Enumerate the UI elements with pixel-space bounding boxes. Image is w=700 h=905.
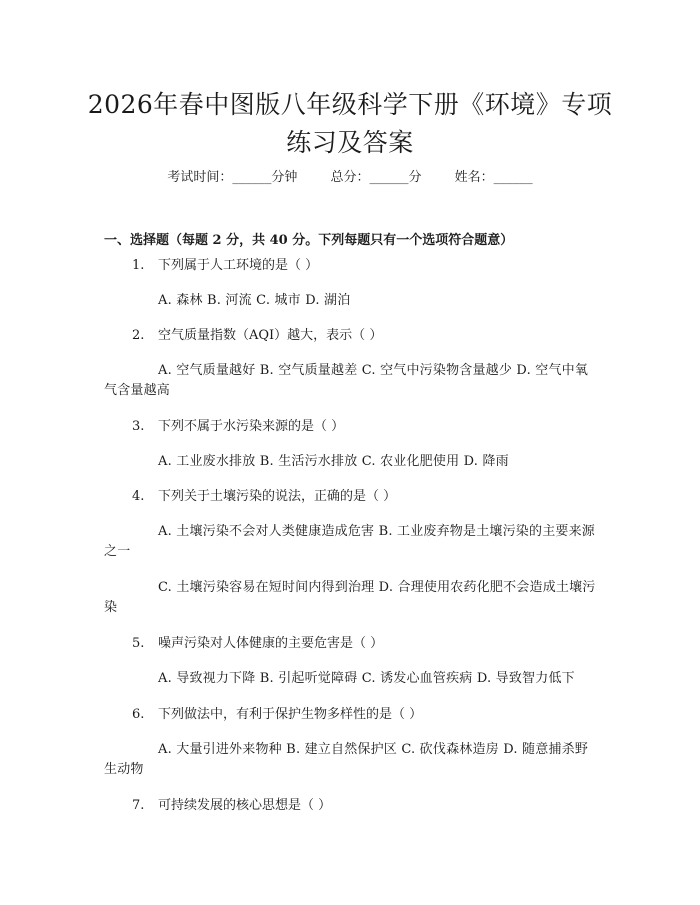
question-text: 可持续发展的核心思想是（ ） (158, 798, 332, 813)
question-list (104, 256, 596, 831)
question-text: 噪声污染对人体健康的主要危害是（ ） (158, 636, 384, 651)
name-field: 姓名：______ (454, 170, 533, 185)
question-options: A. 土壤污染不会对人类健康造成危害 B. 工业废弃物是土壤污染的主要来源之一 (104, 524, 596, 559)
question-stem (104, 417, 596, 437)
question-number: 7. (132, 798, 145, 813)
question-number: 6. (132, 707, 145, 722)
question-stem (104, 326, 596, 346)
question-stem (104, 487, 596, 507)
total-score-field: 总分：______分 (330, 170, 422, 185)
question-options: C. 土壤污染容易在短时间内得到治理 D. 合理使用农药化肥不会造成土壤污染 (104, 580, 596, 615)
question-stem (104, 634, 596, 654)
question-options: A. 森林 B. 河流 C. 城市 D. 湖泊 (158, 293, 351, 308)
question-options: A. 大量引进外来物种 B. 建立自然保护区 C. 砍伐森林造房 D. 随意捕杀野生动物 (104, 742, 589, 777)
question-options: A. 空气质量越好 B. 空气质量越差 C. 空气中污染物含量越少 D. 空气中氧气含量越高 (104, 363, 589, 398)
question-stem (104, 705, 596, 725)
question-stem (104, 796, 596, 816)
question-text: 下列不属于水污染来源的是（ ） (158, 419, 345, 434)
question-number: 4. (132, 489, 145, 504)
page-title: 2026年春中图版八年级科学下册《环境》专项练习及答案 (87, 90, 613, 157)
question-number: 1. (132, 258, 145, 273)
question-text: 空气质量指数（AQI）越大，表示（ ） (158, 328, 383, 343)
question-options: A. 导致视力下降 B. 引起听觉障碍 C. 诱发心血管疾病 D. 导致智力低下 (158, 671, 575, 686)
question-text: 下列关于土壤污染的说法，正确的是（ ） (158, 489, 397, 504)
question-number: 3. (132, 419, 145, 434)
question-number: 2. (132, 328, 145, 343)
exam-time-field: 考试时间：______分钟 (167, 170, 298, 185)
question-options: A. 工业废水排放 B. 生活污水排放 C. 农业化肥使用 D. 降雨 (158, 454, 509, 469)
question-text: 下列做法中，有利于保护生物多样性的是（ ） (158, 707, 423, 722)
section-heading: 一、选择题（每题 2 分，共 40 分。下列每题只有一个选项符合题意） (104, 233, 514, 248)
question-number: 5. (132, 636, 145, 651)
question-text: 下列属于人工环境的是（ ） (158, 258, 319, 273)
question-stem (104, 256, 596, 276)
exam-meta (0, 168, 700, 188)
